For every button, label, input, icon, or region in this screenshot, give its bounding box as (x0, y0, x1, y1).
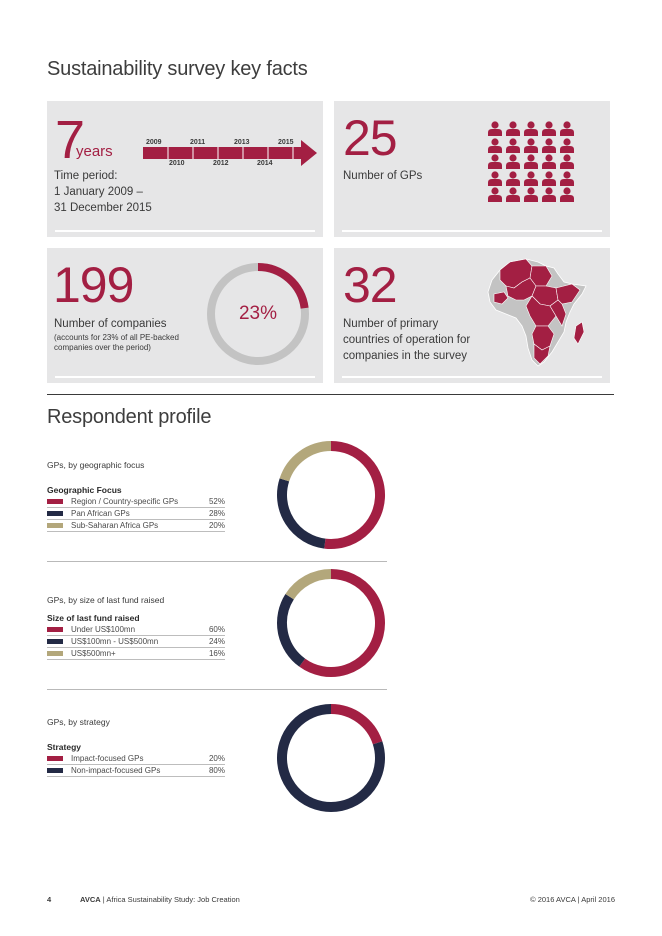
companies-label: Number of companies (54, 318, 167, 330)
row-value: 28% (208, 509, 225, 518)
donut-slice (331, 709, 378, 743)
legend-swatch (47, 499, 63, 504)
person-icon (542, 121, 556, 136)
person-icon (542, 154, 556, 169)
row-label: Impact-focused GPs (71, 754, 144, 763)
countries-card (334, 248, 610, 383)
legend-swatch (47, 639, 63, 644)
person-icon (488, 138, 502, 153)
countries-label-line: Number of primary (343, 318, 439, 330)
card-rule (55, 376, 315, 378)
person-icon (542, 138, 556, 153)
person-icon (506, 171, 520, 186)
companies-number: 199 (53, 257, 134, 313)
person-icon (506, 138, 520, 153)
gps-card (334, 101, 610, 237)
person-icon (542, 171, 556, 186)
person-icon (524, 154, 538, 169)
timeline-year: 2013 (234, 139, 250, 146)
africa-map-icon (486, 256, 590, 370)
table-row (47, 508, 225, 520)
years-card (47, 101, 323, 237)
footer-left (80, 895, 240, 904)
row-label: US$100mn - US$500mn (71, 637, 159, 646)
footer-right: © 2016 AVCA | April 2016 (530, 895, 615, 904)
person-icon (560, 121, 574, 136)
person-icon (560, 154, 574, 169)
timeline-year: 2015 (278, 139, 294, 146)
card-rule (342, 376, 602, 378)
companies-note-line: (accounts for 23% of all PE-backed (54, 333, 179, 342)
timeline-year: 2010 (169, 160, 185, 167)
footer-page-number: 4 (47, 895, 52, 904)
chart-divider (47, 561, 387, 562)
section-divider (47, 394, 614, 395)
person-icon (488, 121, 502, 136)
people-icon-grid (488, 121, 578, 207)
person-icon (506, 187, 520, 202)
countries-label-line: countries of operation for (343, 334, 471, 346)
gps-label: Number of GPs (343, 170, 423, 182)
profile-title: GPs, by size of last fund raised (47, 595, 165, 605)
row-label: Non-impact-focused GPs (71, 766, 161, 775)
strategy-donut (275, 702, 387, 814)
companies-note-line: companies over the period) (54, 343, 151, 352)
row-label: Region / Country-specific GPs (71, 497, 179, 506)
table-head: Geographic Focus (47, 485, 122, 495)
profile-title: GPs, by geographic focus (47, 460, 145, 470)
years-number: 7 (55, 110, 85, 170)
person-icon (524, 187, 538, 202)
years-unit: years (76, 143, 113, 160)
ring-fill (258, 267, 305, 308)
timeline-year: 2012 (213, 160, 229, 167)
chart-divider (47, 689, 387, 690)
table-row (47, 624, 225, 636)
countries-label-line: companies in the survey (343, 350, 468, 362)
person-icon (542, 187, 556, 202)
companies-card (47, 248, 323, 383)
row-value: 24% (208, 637, 225, 646)
row-label: Sub-Saharan Africa GPs (71, 521, 159, 530)
row-value: 20% (208, 754, 225, 763)
table-row (47, 496, 225, 508)
fund-size-donut (275, 567, 387, 679)
footer-separator: | (102, 895, 105, 904)
gps-number: 25 (343, 110, 397, 166)
table-row (47, 648, 225, 660)
legend-swatch (47, 523, 63, 528)
companies-percent-label: 23% (238, 303, 278, 324)
person-icon (488, 154, 502, 169)
page-title: Sustainability survey key facts (47, 58, 308, 80)
row-value: 20% (208, 521, 225, 530)
person-icon (524, 121, 538, 136)
legend-swatch (47, 651, 63, 656)
person-icon (488, 187, 502, 202)
person-icon (524, 138, 538, 153)
legend-swatch (47, 627, 63, 632)
donut-slice (282, 597, 302, 663)
profile-table (47, 613, 225, 660)
row-label: Under US$100mn (71, 625, 136, 634)
donut-slice (282, 480, 325, 544)
years-desc-line: 1 January 2009 – (54, 186, 143, 198)
row-label: Pan African GPs (71, 509, 130, 518)
person-icon (506, 154, 520, 169)
years-desc-line: 31 December 2015 (54, 202, 152, 214)
donut-slice (325, 446, 380, 544)
person-icon (488, 171, 502, 186)
row-value: 52% (208, 497, 225, 506)
countries-number: 32 (343, 257, 397, 313)
donut-slice (290, 574, 331, 597)
legend-swatch (47, 768, 63, 773)
profile-table (47, 485, 225, 532)
legend-swatch (47, 756, 63, 761)
years-desc-line: Time period: (54, 170, 118, 182)
person-icon (560, 187, 574, 202)
profile-title: GPs, by strategy (47, 717, 110, 727)
table-head: Size of last fund raised (47, 613, 140, 623)
donut-slice (302, 574, 380, 672)
timeline-year: 2014 (257, 160, 273, 167)
footer-doc-title: Africa Sustainability Study: Job Creation (106, 895, 240, 904)
legend-swatch (47, 511, 63, 516)
card-rule (342, 230, 602, 232)
timeline-year: 2011 (190, 139, 206, 146)
table-row (47, 520, 225, 532)
donut-slice (284, 446, 331, 480)
section-title: Respondent profile (47, 406, 212, 428)
card-rule (55, 230, 315, 232)
geographic-focus-donut (275, 439, 387, 551)
table-row (47, 753, 225, 765)
footer-brand: AVCA (80, 895, 101, 904)
table-row (47, 636, 225, 648)
row-value: 80% (208, 766, 225, 775)
person-icon (506, 121, 520, 136)
person-icon (524, 171, 538, 186)
person-icon (560, 138, 574, 153)
table-head: Strategy (47, 742, 82, 752)
timeline-year: 2009 (146, 139, 162, 146)
row-value: 60% (208, 625, 225, 634)
row-value: 16% (208, 649, 225, 658)
row-label: US$500mn+ (71, 649, 116, 658)
person-icon (560, 171, 574, 186)
profile-table (47, 742, 225, 777)
table-row (47, 765, 225, 777)
